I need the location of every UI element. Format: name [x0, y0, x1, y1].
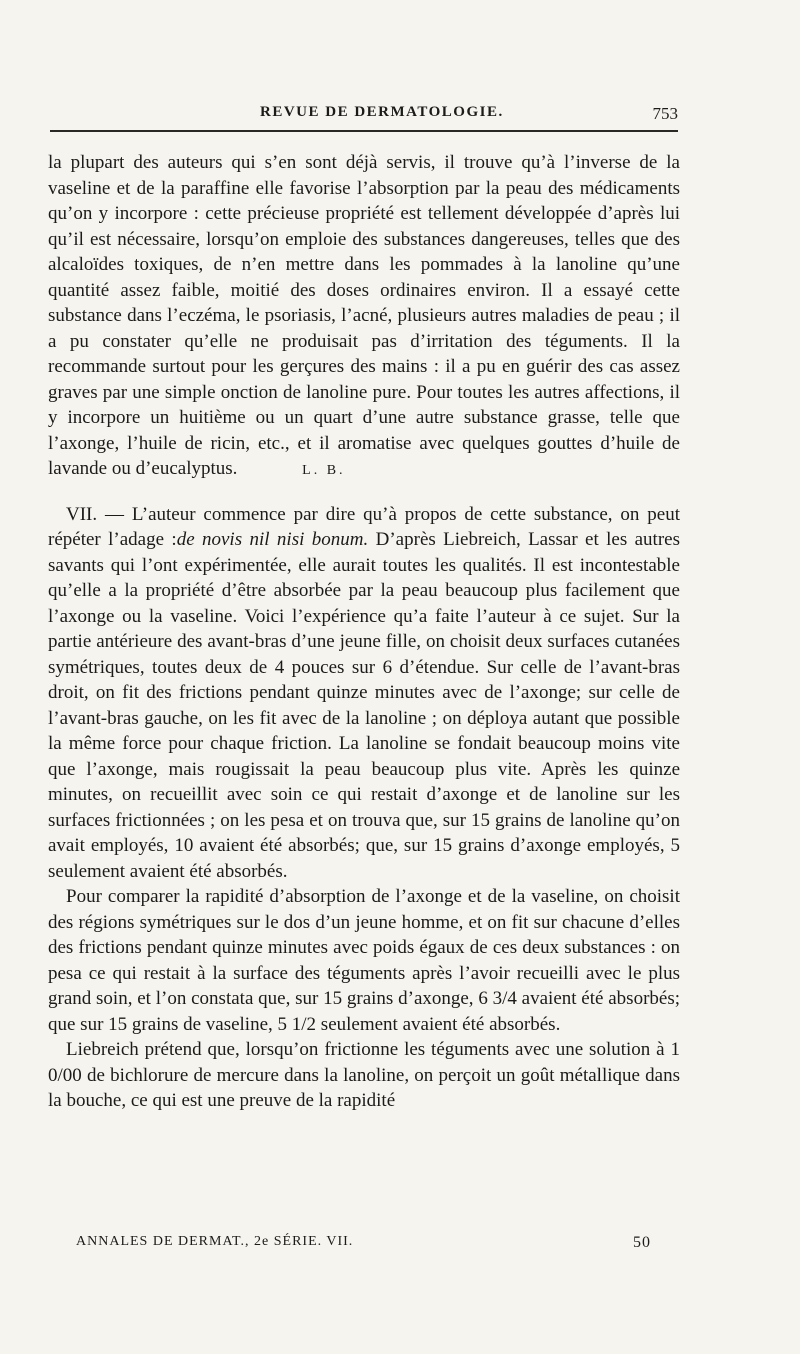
- paragraph-1-text: la plupart des auteurs qui s’en sont déjà servis, il trouve qu’à l’inverse de la vaseline et de la paraffine elle favorise l’absorption par la peau des médicaments qu’on y incorpore : cette précieuse propriété est tellement développée d’après lui qu’il est nécessaire, lorsqu’on emploie des substances dangereuses, telles que des alcaloïdes toxiques, de n’en mettre dans les pommades à la lanoline qu’une quantité assez faible, moitié des doses ordinaires environ. Il a essayé cette substance dans l’eczéma, le psoriasis, l’acné, plusieurs autres maladies de peau ; il a pu constater qu’elle ne produisait pas d’irritation des téguments. Il la recommande surtout pour les gerçures des mains : il a pu en guérir des cas assez graves par une simple onction de lanoline pure. Pour toutes les autres affections, il y incorpore un huitième ou un quart d’une autre substance grasse, telle que l’axonge, l’huile de ricin, etc., et il aromatise avec quelques gouttes d’huile de lavande ou d’eucalyptus.: [48, 152, 680, 479]
- author-initials: L. B.: [302, 463, 346, 478]
- page-header: [50, 104, 678, 132]
- paragraph-4: [48, 1037, 680, 1114]
- paragraph-2: [48, 502, 680, 885]
- page-number: 753: [652, 104, 678, 123]
- paragraph-2-text: D’après Liebreich, Lassar et les autres savants qui l’ont expérimentée, elle aurait toutes les qualités. Il est incontestable qu’elle a la propriété d’être absorbée par la peau beaucoup plus facilement que l’axonge ou la vaseline. Voici l’expérience qu’a faite l’auteur à ce sujet. Sur la partie antérieure des avant-bras d’une jeune fille, on choisit deux surfaces cutanées symétriques, toutes deux de 4 pouces sur 6 d’étendue. Sur celle de l’avant-bras droit, on fit des frictions pendant quinze minutes avec de l’axonge; sur celle de l’avant-bras gauche, on les fit avec de la lanoline ; on déploya autant que possible la même force pour chaque friction. La lanoline se fondait beaucoup moins vite que l’axonge, mais rougissait la peau beaucoup plus vite. Après les quinze minutes, on recueillit avec soin ce qui restait d’axonge et de lanoline sur les surfaces frictionnées ; on les pesa et on trouva que, sur 15 grains de lanoline qu’on avait employés, 10 avaient été absorbés; que, sur 15 grains d’axonge employés, 5 seulement avaient été absorbés.: [48, 529, 680, 882]
- paragraph-2-lead: VII. — L’auteur commence par dire qu’à propos de cette substance, on peut répéter l’adage :: [48, 503, 680, 550]
- journal-signature-line: ANNALES DE DERMAT., 2e SÉRIE. VII.: [76, 1234, 354, 1249]
- paragraph-1: [48, 150, 680, 484]
- paragraph-3-text: Pour comparer la rapidité d’absorption de l’axonge et de la vaseline, on choisit des régions symétriques sur le dos d’un jeune homme, et on fit sur chacune d’elles des frictions pendant quinze minutes avec poids égaux de ces deux substances : on pesa ce qui restait à la surface des téguments après l’avoir recueilli avec le plus grand soin, et l’on constata que, sur 15 grains d’axonge, 6 3/4 avaient été absorbés; que sur 15 grains de vaseline, 5 1/2 seulement avaient été absorbés.: [48, 886, 680, 1035]
- body-text: [48, 150, 680, 1114]
- paragraph-3: [48, 884, 680, 1037]
- page-footer: [76, 1234, 651, 1256]
- latin-quote: de novis nil nisi bonum.: [176, 529, 369, 550]
- paragraph-4-text: Liebreich prétend que, lorsqu’on frictionne les téguments avec une solution à 1 0/00 de bichlorure de mercure dans la lanoline, on perçoit un goût métallique dans la bouche, ce qui est une preuve de la rapidité: [48, 1039, 680, 1111]
- signature-mark: 50: [633, 1234, 651, 1251]
- running-title: REVUE DE DERMATOLOGIE.: [260, 104, 504, 120]
